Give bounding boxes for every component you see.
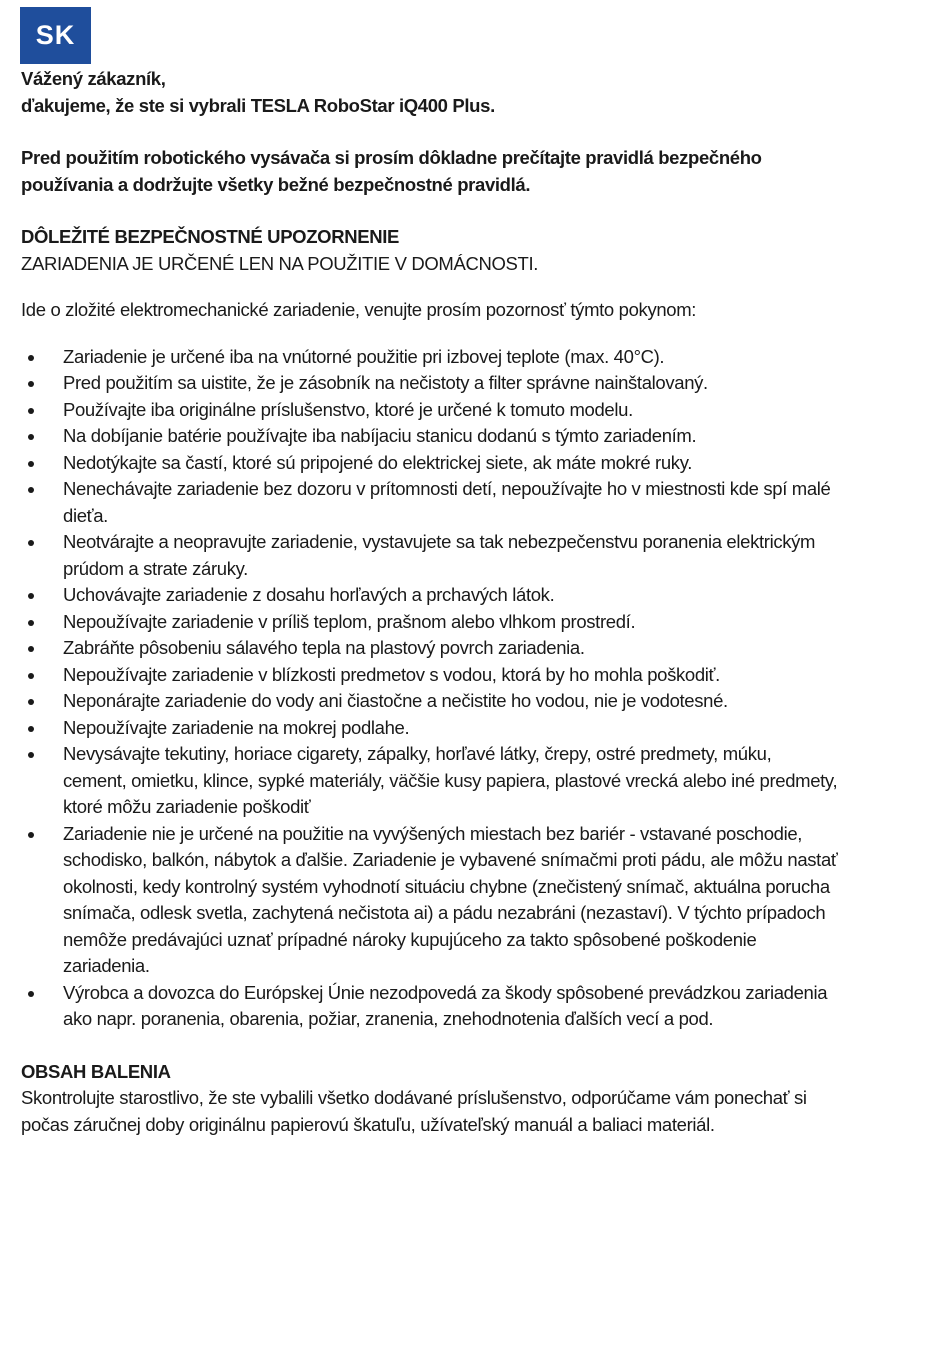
safety-instruction-item bbox=[21, 423, 901, 450]
safety-instruction-text: Výrobca a dovozca do Európskej Únie nezodpovedá za škody spôsobené prevádzkou zariadenia bbox=[63, 981, 828, 1003]
safety-instruction-item bbox=[21, 529, 901, 582]
package-text-line-1: Skontrolujte starostlivo, že ste vybalili všetko dodávané príslušenstvo, odporúčame vám ponechať si bbox=[21, 1087, 807, 1108]
safety-instruction-text: snímača, odlesk svetla, zachytená nečistota ai) a pádu nezabráni (nezastaví). V týchto prípadoch bbox=[63, 902, 826, 923]
bullet-icon bbox=[28, 699, 34, 705]
safety-instruction-text: Nepoužívajte zariadenie v blízkosti predmetov s vodou, ktorá by ho mohla poškodiť. bbox=[63, 663, 720, 685]
bullet-icon bbox=[28, 832, 34, 838]
bullet-icon bbox=[28, 355, 34, 361]
safety-instruction-item bbox=[21, 344, 901, 371]
safety-instruction-item bbox=[21, 662, 901, 689]
package-text-line-2: počas záručnej doby originálnu papierovú škatuľu, užívateľský manuál a baliaci materiál. bbox=[21, 1113, 715, 1135]
safety-instruction-text: Zariadenie nie je určené na použitie na vyvýšených miestach bez bariér - vstavané poschodie, bbox=[63, 822, 803, 844]
bullet-icon bbox=[28, 461, 34, 467]
safety-instruction-text: nemôže predávajúci uznať prípadné nároky kupujúceho za takto spôsobené poškodenie bbox=[63, 928, 757, 950]
bullet-icon bbox=[28, 620, 34, 626]
safety-lead: Ide o zložité elektromechanické zariadenie, venujte prosím pozornosť týmto pokynom: bbox=[21, 299, 697, 320]
safety-instruction-text: Uchovávajte zariadenie z dosahu horľavých a prchavých látok. bbox=[63, 584, 555, 605]
safety-instruction-text: dieťa. bbox=[63, 504, 108, 526]
bullet-icon bbox=[28, 646, 34, 652]
safety-instruction-text: ako napr. poranenia, obarenia, požiar, zranenia, znehodnotenia ďalších vecí a pod. bbox=[63, 1008, 714, 1029]
bullet-icon bbox=[28, 540, 34, 546]
bullet-icon bbox=[28, 487, 34, 493]
safety-instruction-text: okolnosti, kedy kontrolný systém vyhodnotí situáciu chybne (znečistený snímač, aktuálna porucha bbox=[63, 875, 830, 897]
bullet-icon bbox=[28, 593, 34, 599]
spacer bbox=[21, 119, 901, 145]
safety-instruction-text: prúdom a strate záruky. bbox=[63, 557, 248, 579]
bullet-icon bbox=[28, 434, 34, 440]
safety-heading: DÔLEŽITÉ BEZPEČNOSTNÉ UPOZORNENIE bbox=[21, 226, 400, 247]
safety-instruction-text: zariadenia. bbox=[63, 955, 150, 976]
safety-instruction-text: cement, omietku, klince, sypké materiály, väčšie kusy papiera, plastové vrecká alebo iné predmety, bbox=[63, 769, 838, 791]
safety-instruction-text: ktoré môžu zariadenie poškodiť bbox=[63, 796, 311, 817]
safety-instruction-text: Pred použitím sa uistite, že je zásobník na nečistoty a filter správne nainštalovaný. bbox=[63, 372, 708, 393]
safety-instruction-item bbox=[21, 582, 901, 609]
safety-instruction-text: schodisko, balkón, nábytok a ďalšie. Zariadenie je vybavené snímačmi proti pádu, ale môžu nastať bbox=[63, 849, 838, 870]
safety-instruction-item bbox=[21, 688, 901, 715]
language-badge bbox=[20, 7, 91, 64]
bullet-icon bbox=[28, 726, 34, 732]
document-body bbox=[21, 66, 901, 1138]
safety-instruction-item bbox=[21, 450, 901, 477]
safety-instruction-text: Nedotýkajte sa častí, ktoré sú pripojené do elektrickej siete, ak máte mokré ruky. bbox=[63, 451, 693, 473]
bullet-icon bbox=[28, 408, 34, 414]
safety-instruction-item bbox=[21, 397, 901, 424]
safety-instruction-text: Nepoužívajte zariadenie v príliš teplom, prašnom alebo vlhkom prostredí. bbox=[63, 610, 636, 632]
intro-line-1: Pred použitím robotického vysávača si prosím dôkladne prečítajte pravidlá bezpečného bbox=[21, 147, 762, 168]
greeting-line-2: ďakujeme, že ste si vybrali TESLA RoboStar iQ400 Plus. bbox=[21, 94, 495, 116]
bullet-icon bbox=[28, 752, 34, 758]
safety-instruction-item bbox=[21, 635, 901, 662]
safety-subheading: ZARIADENIA JE URČENÉ LEN NA POUŽITIE V DOMÁCNOSTI. bbox=[21, 252, 539, 274]
safety-instruction-text: Na dobíjanie batérie používajte iba nabíjaciu stanicu dodanú s týmto zariadením. bbox=[63, 425, 697, 446]
safety-instruction-text: Nevysávajte tekutiny, horiace cigarety, zápalky, horľavé látky, črepy, ostré predmety, múku, bbox=[63, 743, 772, 764]
greeting-line-1: Vážený zákazník, bbox=[21, 68, 166, 89]
safety-instruction-item bbox=[21, 609, 901, 636]
safety-instruction-text: Zabráňte pôsobeniu sálavého tepla na plastový povrch zariadenia. bbox=[63, 637, 585, 658]
safety-instruction-text: Nenechávajte zariadenie bez dozoru v prítomnosti detí, nepoužívajte ho v miestnosti kde spí malé bbox=[63, 478, 831, 499]
safety-instruction-item bbox=[21, 476, 901, 529]
safety-instruction-text: Nepoužívajte zariadenie na mokrej podlahe. bbox=[63, 716, 410, 738]
spacer bbox=[21, 277, 901, 297]
spacer bbox=[21, 1033, 901, 1059]
safety-instruction-text: Zariadenie je určené iba na vnútorné použitie pri izbovej teplote (max. 40°C). bbox=[63, 345, 665, 367]
spacer bbox=[21, 198, 901, 224]
safety-instruction-item bbox=[21, 715, 901, 742]
intro-line-2: používania a dodržujte všetky bežné bezpečnostné pravidlá. bbox=[21, 173, 531, 195]
safety-instruction-text: Používajte iba originálne príslušenstvo, ktoré je určené k tomuto modelu. bbox=[63, 398, 633, 420]
safety-instruction-item bbox=[21, 370, 901, 397]
safety-instruction-text: Neponárajte zariadenie do vody ani čiastočne a nečistite ho vodou, nie je vodotesné. bbox=[63, 690, 728, 711]
bullet-icon bbox=[28, 673, 34, 679]
safety-instruction-text: Neotvárajte a neopravujte zariadenie, vystavujete sa tak nebezpečenstvu poranenia elektrickým bbox=[63, 531, 816, 552]
package-heading: OBSAH BALENIA bbox=[21, 1060, 171, 1082]
safety-instruction-item bbox=[21, 980, 901, 1033]
bullet-icon bbox=[28, 991, 34, 997]
safety-instruction-item bbox=[21, 741, 901, 821]
bullet-icon bbox=[28, 381, 34, 387]
language-code: SK bbox=[35, 20, 76, 50]
safety-instructions-list bbox=[21, 344, 901, 1033]
safety-instruction-item bbox=[21, 821, 901, 980]
spacer bbox=[21, 324, 901, 344]
